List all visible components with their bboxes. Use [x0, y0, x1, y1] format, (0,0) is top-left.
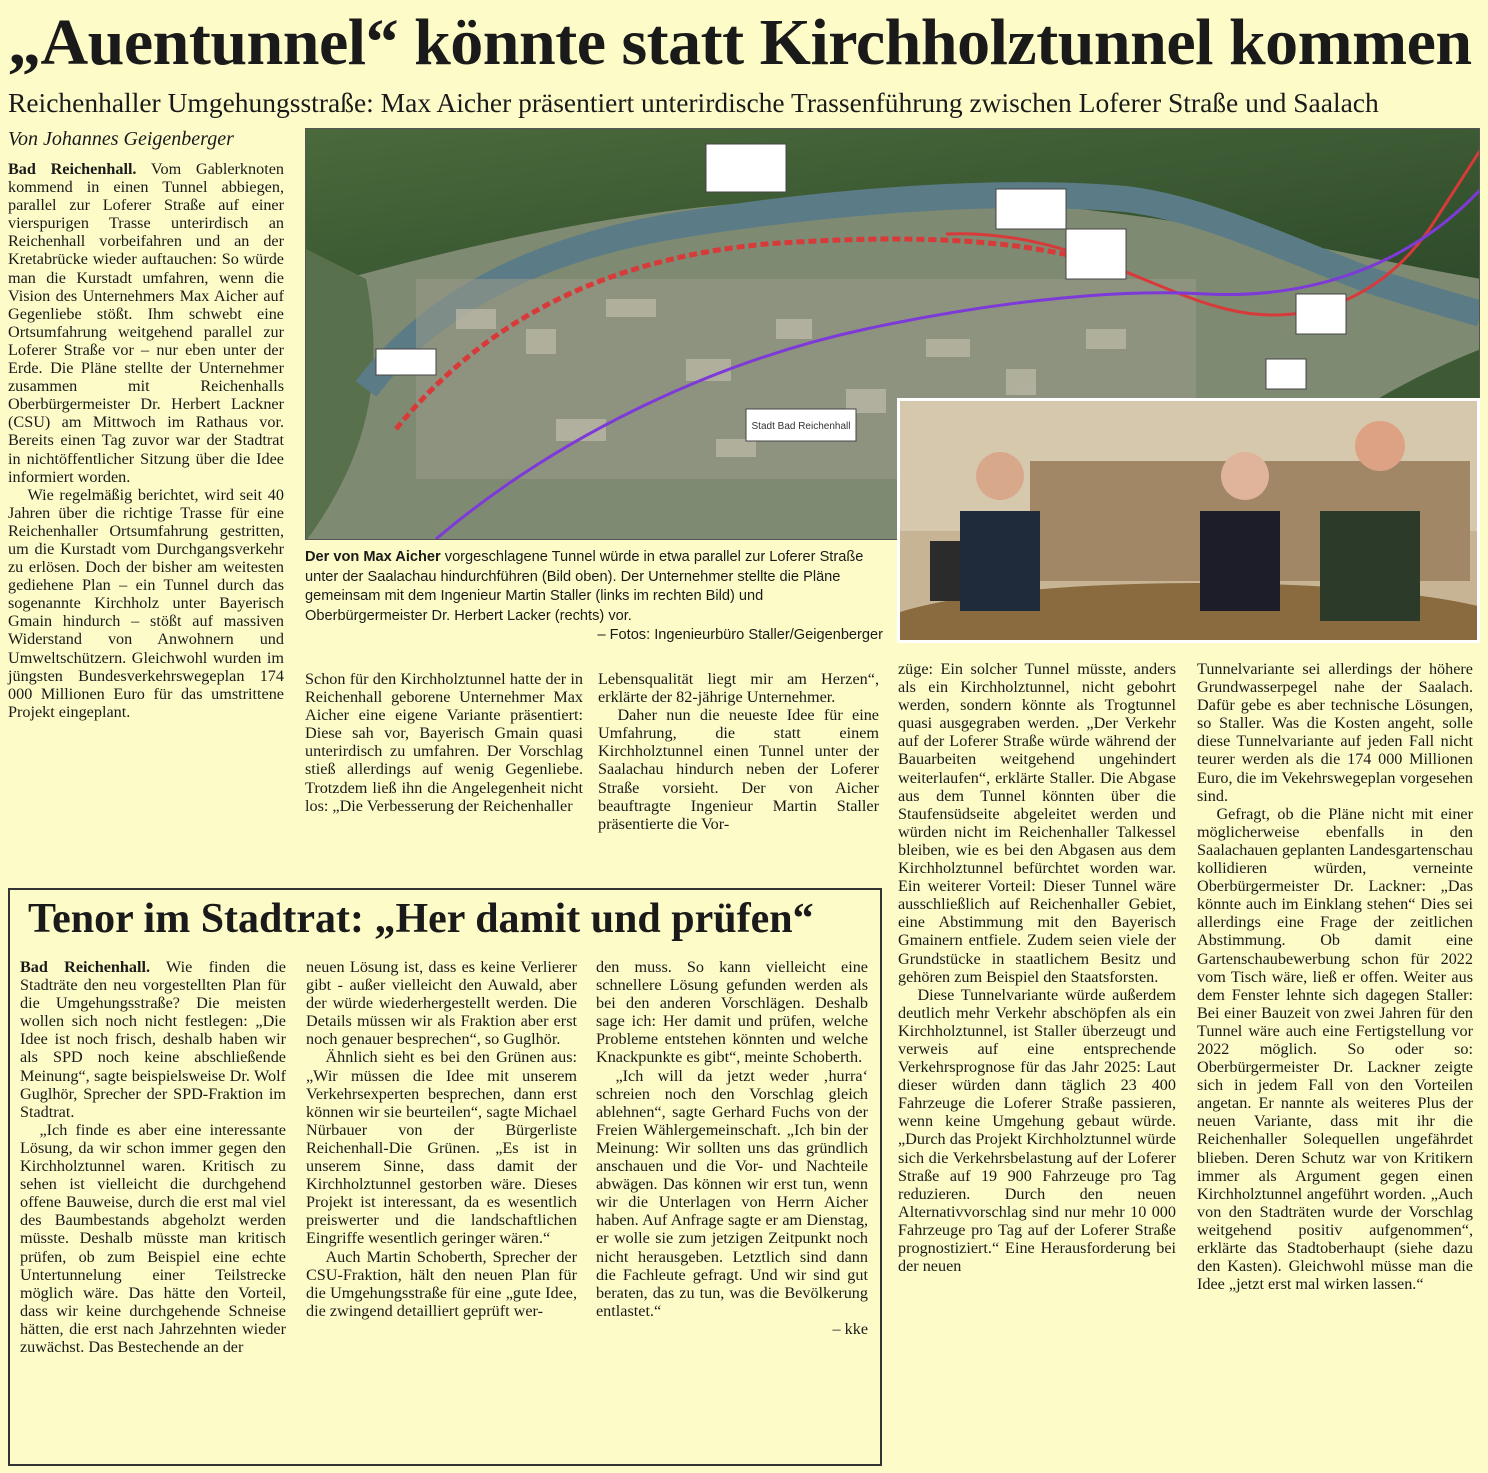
paragraph: Lebensqualität liegt mir am Herzen“, erklärte der 82-jährige Unternehmer. — [598, 670, 879, 707]
paragraph: „Ich finde es aber eine interessante Lösung, da wir schon immer gegen den Kirchholztunnel waren. Kritisch zu sehen ist vielleicht die durchgehend offene Bauweise, durch die erst mal viel des Baumbestands abgeholzt werden müsste. Deshalb müsste man kritisch prüfen, ob zum Beispiel eine echte Untertunnelung einer Teilstrecke möglich wäre. Das hätte den Vorteil, dass wir keine durchgehende Schneise hätten, die erst nach Jahrzehnten wieder zuwächst. Das Bestechende an der — [20, 1120, 286, 1356]
paragraph: Schon für den Kirchholztunnel hatte der in Reichenhall geborene Unternehmer Max Aicher eine eigene Variante präsentiert: Diese sah vor, Bayerisch Gmain quasi unterirdisch zu umfahren. Der Vorschlag stieß allerdings auf wenig Gegenliebe. Trotzdem ließ ihn die Angelegenheit nicht los: „Die Verbesserung der Reichenhaller — [305, 670, 583, 815]
caption-text: vorgeschlagene Tunnel würde in etwa parallel zur Loferer Straße unter der Saalachau hindurchführen (Bild oben). Der Unternehmer stellte die Pläne gemeinsam mit dem Ingenieur Martin Staller (links im rechten Bild) und Oberbürgermeister Dr. Herbert Lacker (rechts) vor. — [305, 549, 864, 624]
dateline: Bad Reichenhall. — [8, 160, 137, 178]
photo-credit: – Fotos: Ingenieurbüro Staller/Geigenberger — [597, 627, 883, 643]
article-column-2 — [305, 670, 583, 882]
meeting-photo-illustration — [900, 401, 1477, 640]
article-column-3 — [598, 670, 879, 882]
paragraph: Diese Tunnelvariante würde außerdem deutlich mehr Verkehr abschöpfen als ein Kirchholztunnel, ist Staller überzeugt und verweis auf eine entsprechende Verkehrsprognose für das Jahr 2025: Laut dieser würden dann täglich 23 400 Fahrzeuge die Loferer Straße passieren, wenn keine Umgehung gebaut würde. „Durch das Projekt Kirchholztunnel würde sich die Verkehrsbelastung auf der Loferer Straße auf 19 900 Fahrzeuge pro Tag reduzieren. Durch den neuen Alternativvorschlag sind nur mehr 10 000 Fahrzeuge pro Tag auf der Loferer Straße prognostiziert.“ Eine Herausforderung bei der neuen — [898, 985, 1176, 1276]
author-sign: – kke — [832, 1319, 868, 1338]
caption-lead: Der von Max Aicher — [305, 549, 441, 565]
meeting-photo — [897, 398, 1480, 643]
paragraph: Ähnlich sieht es bei den Grünen aus: „Wir müssen die Idee mit unserem Verkehrsexperten besprechen, dann erst können wir sie beurteilen“, sagte Michael Nürbauer von der Bürgerliste Reichenhall-Die Grünen. „Es ist in unserem Sinne, dass damit der Kirchholztunnel gestorben wäre. Dieses Projekt ist interessant, da es wesentlich preiswerter und die landschaftlichen Eingriffe wesentlich geringer wären.“ — [306, 1048, 577, 1248]
box-column-3 — [596, 958, 868, 1458]
paragraph: den muss. So kann vielleicht eine schnellere Lösung gefunden werden als bei den anderen Vorschlägen. Deshalb sage ich: Her damit und prüfen, welche Probleme entstehen könnten und welche Knackpunkte es gibt“, meinte Schoberth. — [596, 958, 868, 1067]
photo-caption — [305, 548, 883, 648]
paragraph: Wie finden die Stadträte den neu vorgestellten Plan für die Umgehungsstraße? Die meisten wollen sich noch nicht festlegen: „Die Idee ist noch frisch, deshalb haben wir als SPD noch keine abschließende Meinung“, sagte beispielsweise Dr. Wolf Guglhör, Sprecher der SPD-Fraktion im Stadtrat. — [20, 958, 286, 1121]
paragraph: Wie regelmäßig berichtet, wird seit 40 Jahren über die richtige Trasse für eine Reichenhaller Ortsumfahrung gestritten, um die Kurstadt vom Durchgangsverkehr zu erlösen. Doch der bisher am weitesten gediehene Plan – ein Tunnel durch das sogenannte Kirchholz unter Bayerisch Gmain hindurch – stößt auf massiven Widerstand von Anwohnern und Umweltschützern. Gleichwohl wurden im jüngsten Bundesverkehrswegeplan 174 000 Millionen Euro für das umstrittene Projekt eingeplant. — [8, 485, 284, 721]
paragraph: neuen Lösung ist, dass es keine Verlierer gibt - außer vielleicht den Auwald, aber der würde wiederhergestellt werden. Die Details müssen wir als Fraktion aber erst noch genauer besprechen“, so Guglhör. — [306, 958, 577, 1049]
paragraph: Vom Gablerknoten kommend in einen Tunnel abbiegen, parallel zur Loferer Straße auf einer vierspurigen Trasse unterirdisch an Reichenhall vorbeifahren und an der Kretabrücke wieder auftauchen: So würde man die Kurstadt umfahren, wenn die Vision des Unternehmers Max Aicher auf Gegenliebe stößt. Ihm schwebt eine Ortsumfahrung weitgehend parallel zur Loferer Straße vor – nur eben unter der Erde. Die Pläne stellte der Unternehmer zusammen mit Reichenhalls Oberbürgermeister Dr. Herbert Lackner (CSU) am Mittwoch im Rathaus vor. Bereits einen Tag zuvor war der Stadtrat in nichtöffentlicher Sitzung über die Idee informiert worden. — [8, 160, 284, 486]
paragraph: Gefragt, ob die Pläne nicht mit einer möglicherweise ebenfalls in den Saalachauen geplanten Landesgartenschau kollidieren würden, verneinte Oberbürgermeister Dr. Lackner: „Das könnte auch im Einklang stehen“ Dies sei allerdings eine Frage der zeitlichen Abstimmung. Ob damit eine Gartenschaubewerbung schon für 2022 vom Tisch wäre, ließ er offen. Weiter aus dem Fenster lehnte sich dagegen Staller: Bei einer Bauzeit von zwei Jahren für den Tunnel wäre auch eine Fertigstellung vor 2022 möglich. So oder so: Oberbürgermeister Dr. Lackner zeigte sich in jedem Fall von den Vorteilen angetan. Er nannte als weiteres Plus der neuen Variante, dass mit ihr die Reichenhaller Solequellen ungefährdet blieben. Deren Schutz war von Kritikern immer als Argument gegen einen Kirchholztunnel angeführt worden. „Auch von den Stadträten wurde der Vorschlag weitgehend positiv aufgenommen“, erklärte das Stadtoberhaupt (siehe dazu den Kasten). Gleichwohl müsse man die Idee „jetzt erst mal wirken lassen.“ — [1197, 804, 1473, 1294]
paragraph: Auch Martin Schoberth, Sprecher der CSU-Fraktion, hält den neuen Plan für die Umgehungsstraße für eine „gute Idee, die zwingend detailliert geprüft wer- — [306, 1247, 577, 1320]
box-column-1 — [20, 958, 286, 1458]
subheadline: Reichenhaller Umgehungsstraße: Max Aicher präsentiert unterirdische Trassenführung zwischen Loferer Straße und Saalach — [8, 87, 1379, 118]
paragraph: „Ich will da jetzt weder ‚hurra‘ schreien noch den Vorschlag gleich ablehnen“, sagte Gerhard Fuchs von der Freien Wählergemeinschaft. „Ich bin der Meinung: Wir sollten uns das gründlich anschauen und die Vor- und Nachteile abwägen. Das können wir erst tun, wenn wir die Unterlagen von Herrn Aicher haben. Auf Anfrage sagte er am Dienstag, er wolle sie zum jetzigen Zeitpunkt noch nicht herausgeben. Letztlich sind dann die Fachleute gefragt. Und wir sind gut beraten, das zu tun, was die Bevölkerung entlastet.“ — [596, 1066, 868, 1320]
article-column-1 — [8, 160, 284, 882]
byline: Von Johannes Geigenberger — [8, 128, 234, 150]
article-column-4 — [898, 660, 1176, 1468]
map-label: Stadt Bad Reichenhall — [751, 421, 851, 432]
dateline: Bad Reichenhall. — [20, 958, 151, 976]
box-column-2 — [306, 958, 577, 1458]
paragraph: züge: Ein solcher Tunnel müsste, anders als ein Kirchholztunnel, nicht gebohrt werden, sondern könnte als Trogtunnel quasi ausgegraben werden. „Der Verkehr auf der Loferer Straße würde während der Bauarbeiten weitgehend ungehindert weiterlaufen“, erklärte Staller. Die Abgase aus dem Tunnel könnten über die Staufensüdseite abgeleitet werden und würden nicht im Reichenhaller Talkessel bleiben, wie es bei den Abgasen aus dem Kirchholztunnel befürchtet worden war. Ein weiterer Vorteil: Dieser Tunnel wäre ausschließlich auf Reichenhaller Gebiet, eine Abstimmung mit den Bayerisch Gmainern entfiele. Zudem seien viele der Grundstücke in staatlichem Besitz und gehören zum Beispiel den Staatsforsten. — [898, 660, 1176, 986]
paragraph: Tunnelvariante sei allerdings der höhere Grundwasserpegel nahe der Saalach. Dafür gebe es aber technische Lösungen, so Staller. Was die Kosten angeht, solle diese Tunnelvariante auf jeden Fall nicht teurer werden als die 174 000 Millionen Euro, die im Vekehrswegeplan vorgesehen sind. — [1197, 660, 1473, 805]
box-title: Tenor im Stadtrat: „Her damit und prüfen“ — [28, 896, 814, 942]
headline: „Auentunnel“ könnte statt Kirchholztunnel kommen — [8, 6, 1472, 79]
article-column-5 — [1197, 660, 1473, 1468]
paragraph: Daher nun die neueste Idee für eine Umfahrung, die statt einem Kirchholztunnel einen Tunnel unter der Saalachau hindurch neben der Loferer Straße vorsieht. Der von Aicher beauftragte Ingenieur Martin Staller präsentierte die Vor- — [598, 706, 879, 833]
